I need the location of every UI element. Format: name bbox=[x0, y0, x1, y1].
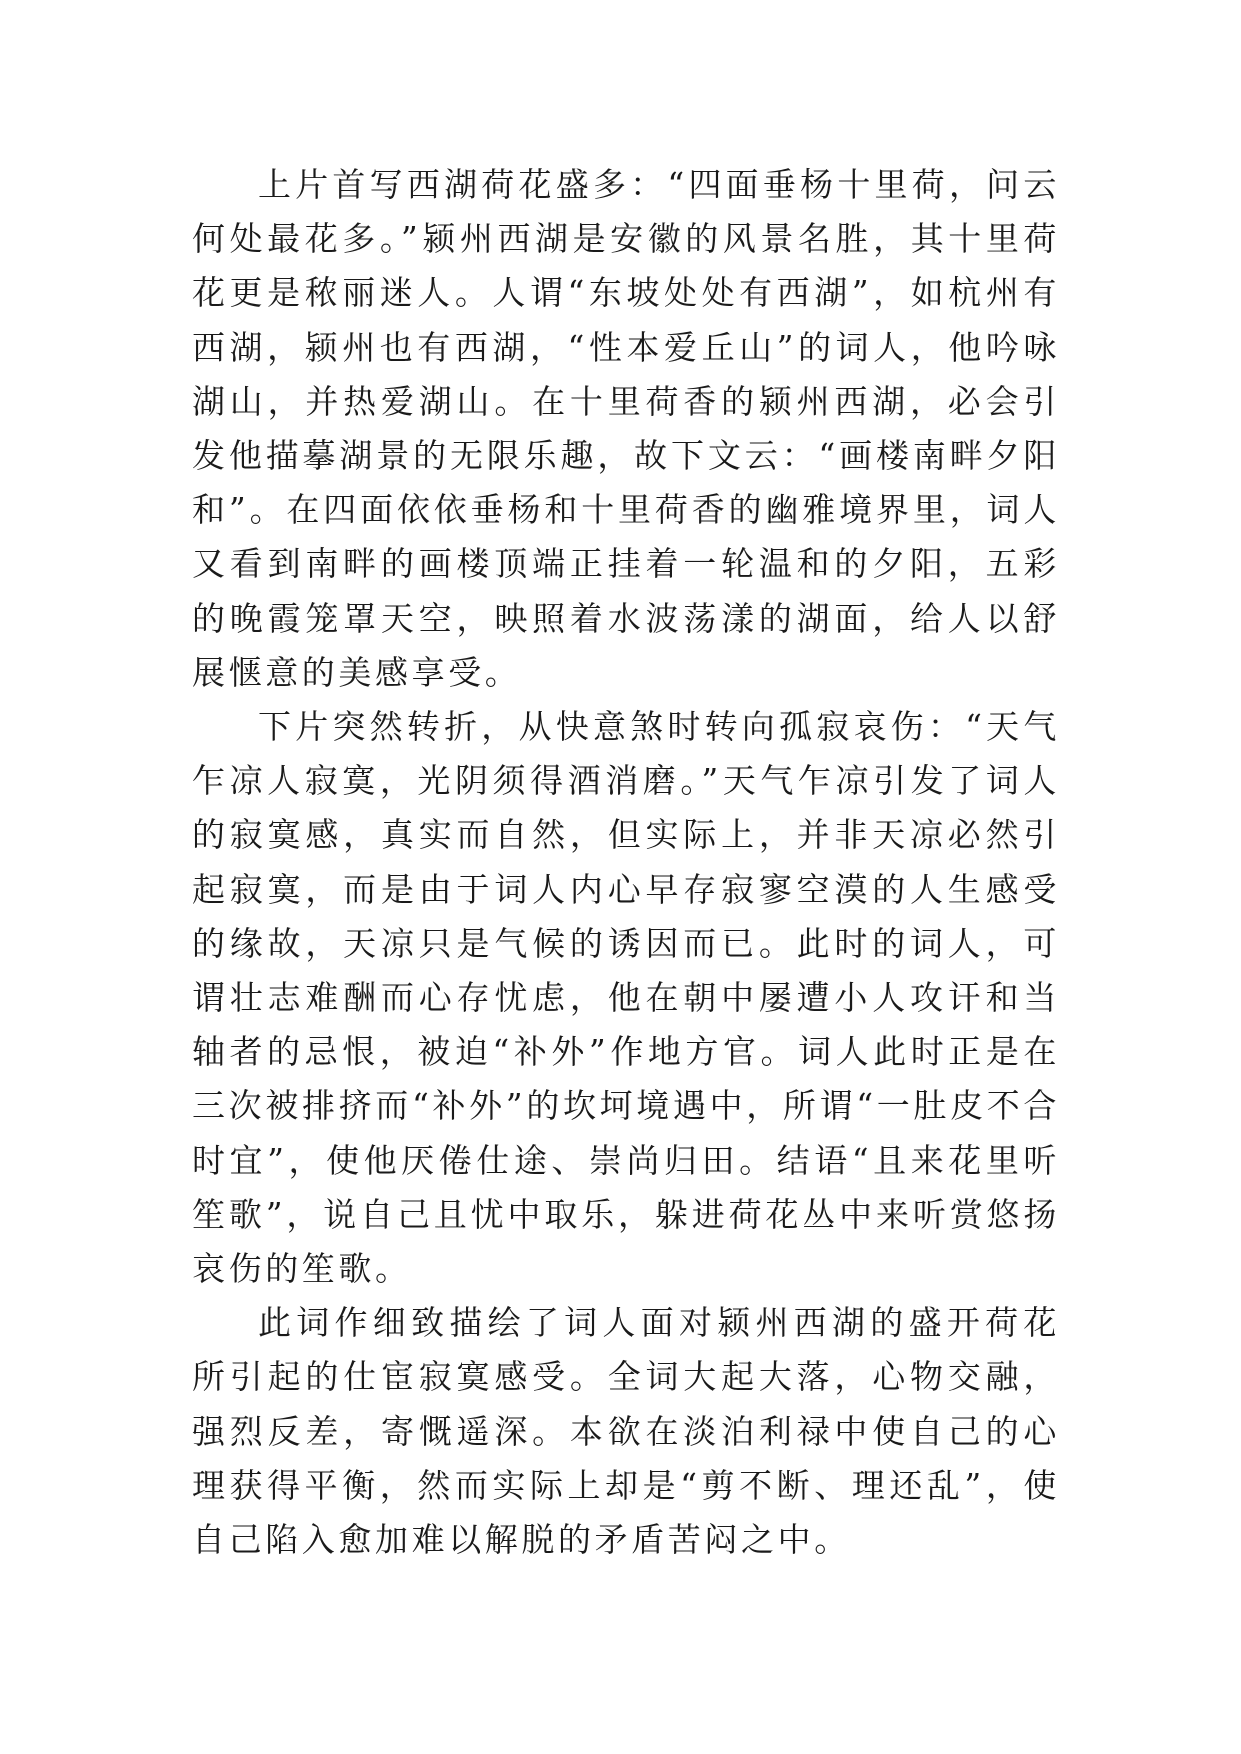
paragraph-1: 上片首写西湖荷花盛多：“四面垂杨十里荷，问云何处最花多。”颍州西湖是安徽的风景名胜，其十里荷花更是秾丽迷人。人谓“东坡处处有西湖”，如杭州有西湖，颍州也有西湖，“性本爱丘山”的词人，他吟咏湖山，并热爱湖山。在十里荷香的颍州西湖，必会引发他描摹湖景的无限乐趣，故下文云：“画楼南畔夕阳和”。在四面依依垂杨和十里荷香的幽雅境界里，词人又看到南畔的画楼顶端正挂着一轮温和的夕阳，五彩的晚霞笼罩天空，映照着水波荡漾的湖面，给人以舒展惬意的美感享受。 bbox=[192, 165, 1060, 692]
article-body bbox=[192, 158, 1060, 1567]
paragraph-2: 下片突然转折，从快意煞时转向孤寂哀伤：“天气乍凉人寂寞，光阴须得酒消磨。”天气乍凉引发了词人的寂寞感，真实而自然，但实际上，并非天凉必然引起寂寞，而是由于词人内心早存寂寥空漠的人生感受的缘故，天凉只是气候的诱因而已。此时的词人，可谓壮志难酬而心存忧虑，他在朝中屡遭小人攻讦和当轴者的忌恨，被迫“补外”作地方官。词人此时正是在三次被排挤而“补外”的坎坷境遇中，所谓“一肚皮不合时宜”，使他厌倦仕途、崇尚归田。结语“且来花里听笙歌”，说自己且忧中取乐，躲进荷花丛中来听赏悠扬哀伤的笙歌。 bbox=[192, 707, 1060, 1289]
paragraph-3: 此词作细致描绘了词人面对颍州西湖的盛开荷花所引起的仕宦寂寞感受。全词大起大落，心物交融，强烈反差，寄慨遥深。本欲在淡泊利禄中使自己的心理获得平衡，然而实际上却是“剪不断、理还乱”，使自己陷入愈加难以解脱的矛盾苦闷之中。 bbox=[192, 1303, 1060, 1560]
